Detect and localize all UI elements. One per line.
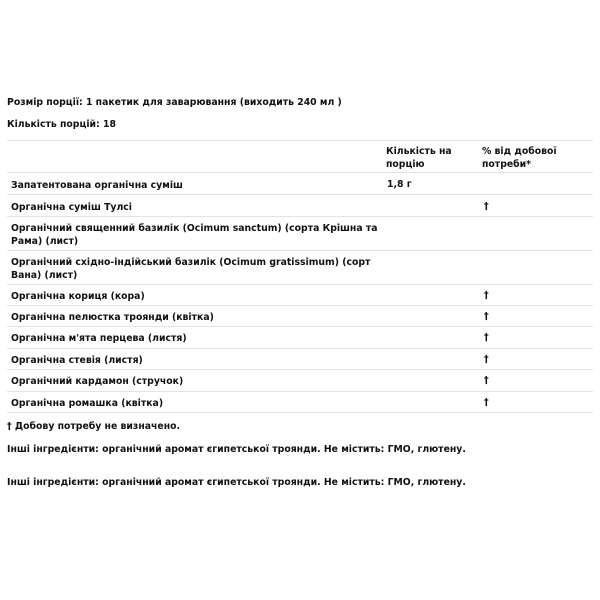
table-row (7, 348, 593, 370)
serving-size: Розмір порції: 1 пакетик для заварювання (виходить 240 мл ) (7, 97, 342, 108)
footnote: † Добову потребу не визначено. (7, 421, 181, 432)
ingredient-name: Органічна ромашка (квітка) (11, 398, 164, 409)
ingredient-daily-value: † (484, 332, 489, 343)
table-row (7, 391, 593, 413)
ingredient-daily-value: † (484, 290, 489, 301)
ingredient-name: Органічний східно-індійський базилік (Ocimum gratissimum) (сорт Вана) (лист) (11, 257, 371, 281)
ingredient-daily-value: † (484, 201, 489, 212)
ingredient-name: Органічна пелюстка троянди (квітка) (11, 312, 214, 323)
divider (7, 140, 593, 141)
ingredient-daily-value: † (484, 311, 489, 322)
ingredient-name: Органічна кориця (кора) (11, 291, 145, 302)
table-row (7, 250, 593, 285)
ingredient-daily-value: † (484, 397, 489, 408)
servings-count: Кількість порцій: 18 (7, 119, 116, 130)
table-row (7, 369, 593, 392)
table-row (7, 284, 593, 306)
other-ingredients: Інші інгредієнти: органічний аромат єгипетської троянди. Не містить: ГМО, глютену. (7, 477, 466, 488)
ingredient-amount: 1,8 г (387, 179, 412, 190)
ingredient-daily-value: † (484, 375, 489, 386)
other-ingredients: Інші інгредієнти: органічний аромат єгипетської троянди. Не містить: ГМО, глютену. (7, 444, 466, 455)
header-amount-per-serving: Кількість на порцію (386, 146, 452, 170)
table-row (7, 216, 593, 251)
header-daily-value: % від добової потреби* (482, 146, 557, 170)
table-row (7, 194, 593, 217)
ingredient-name: Органічна м'ята перцева (листя) (11, 333, 187, 344)
ingredient-name: Органічний кардамон (стручок) (11, 376, 184, 387)
ingredient-daily-value: † (484, 354, 489, 365)
ingredient-name: Запатентована органічна суміш (11, 180, 183, 191)
table-row (7, 305, 593, 327)
table-row (7, 172, 593, 195)
table-row (7, 326, 593, 349)
ingredient-name: Органічна стевія (листя) (11, 355, 143, 366)
ingredient-name: Органічна суміш Тулсі (11, 202, 132, 213)
ingredient-name: Органічний священний базилік (Ocimum sanctum) (сорта Крішна та Рама) (лист) (11, 223, 378, 247)
divider (7, 412, 593, 413)
